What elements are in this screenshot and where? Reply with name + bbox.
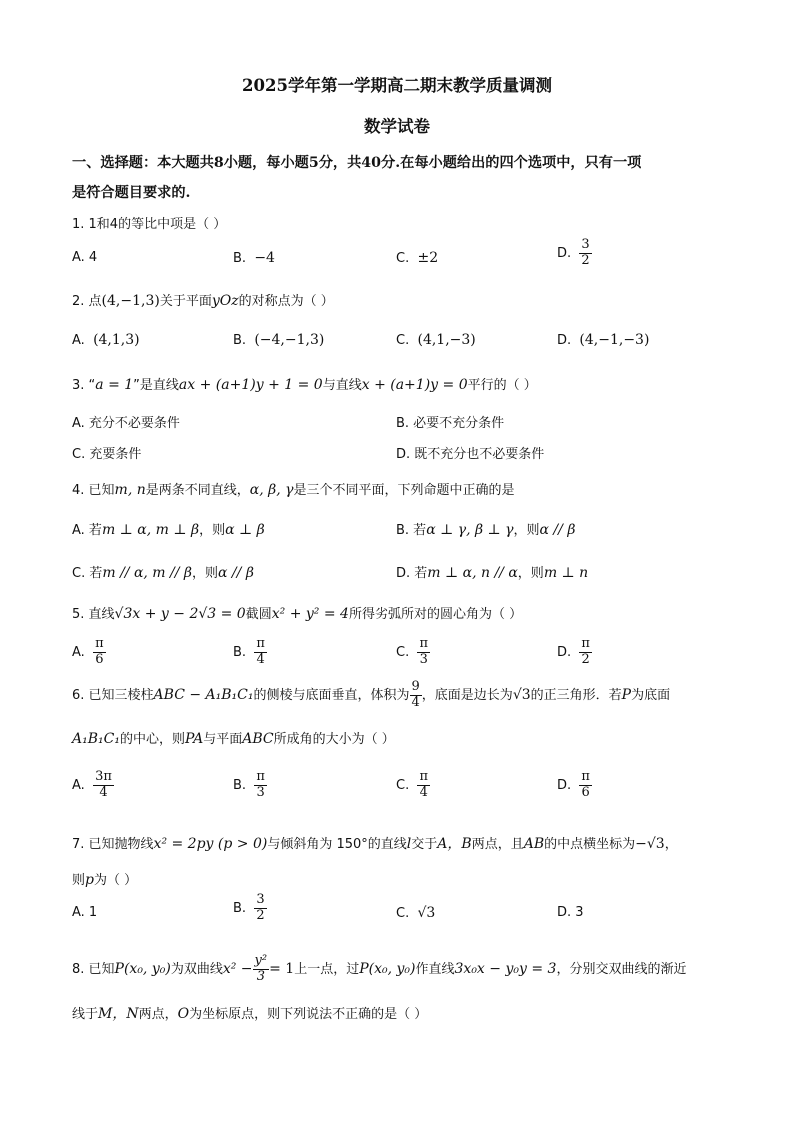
q7-option-a: A. 1 (72, 905, 98, 920)
question-5: 5. 直线√3x + y − 2√3 = 0截圆x² + y² = 4所得劣弧所对的圆心角为（ ） (72, 606, 523, 622)
q7-option-c: C. √3 (396, 905, 436, 921)
q6-option-c: C. $\frac{\pi}{4}$ (396, 769, 429, 800)
q2-option-d: D. (4,−1,−3) (557, 332, 650, 348)
q5-option-a: A. $\frac{\pi}{6}$ (72, 636, 104, 667)
question-8-line1: 8. 已知P(x₀, y₀)为双曲线x² − $\frac{\text{y²}}{3}$ = 1上一点，过P(x₀, y₀)作直线3x₀x − y₀y = 3，分别交双曲线的渐近 (72, 953, 687, 984)
question-8-line2: 线于M，N两点，O为坐标原点，则下列说法不正确的是（ ） (72, 1006, 428, 1022)
q3-option-d: D. 既不充分也不必要条件 (396, 447, 545, 462)
q6-option-b: B. $\frac{\pi}{3}$ (233, 769, 265, 800)
question-6-line1: 6. 已知三棱柱ABC − A₁B₁C₁的侧棱与底面垂直，体积为 $\frac{9}{4}$ ，底面是边长为√3的正三角形．若P为底面 (72, 679, 671, 710)
q4-option-b: B. 若α ⊥ γ, β ⊥ γ，则α // β (396, 522, 576, 538)
section-header-line2: 是符合题目要求的. (72, 185, 191, 201)
section-header-line1: 一、选择题：本大题共8小题，每小题5分，共40分.在每小题给出的四个选项中，只有一项 (72, 155, 642, 171)
q7-option-b: B. $\frac{3}{2}$ (233, 892, 265, 923)
exam-title: 2025学年第一学期高二期末教学质量调测 (242, 76, 552, 95)
q3-option-a: A. 充分不必要条件 (72, 416, 180, 431)
question-3: 3. “a = 1”是直线ax + (a+1)y + 1 = 0与直线x + (a+1)y = 0平行的（ ） (72, 377, 537, 393)
q2-option-b: B. (−4,−1,3) (233, 332, 325, 348)
q1-option-c: C. ±2 (396, 250, 439, 266)
q2-option-a: A. (4,1,3) (72, 332, 140, 348)
exam-subtitle: 数学试卷 (364, 117, 430, 136)
q6-option-d: D. $\frac{\pi}{6}$ (557, 769, 590, 800)
q7-option-d: D. 3 (557, 905, 584, 920)
q4-option-d: D. 若m ⊥ α, n // α，则m ⊥ n (396, 565, 589, 581)
question-6-line2: A₁B₁C₁的中心，则PA与平面ABC所成角的大小为（ ） (72, 731, 395, 747)
q1-option-b: B. −4 (233, 250, 275, 266)
q5-option-c: C. $\frac{\pi}{3}$ (396, 636, 429, 667)
question-7-line2: 则p为（ ） (72, 872, 138, 888)
q2-option-c: C. (4,1,−3) (396, 332, 476, 348)
question-4: 4. 已知m, n是两条不同直线，α, β, γ是三个不同平面，下列命题中正确的是 (72, 482, 515, 498)
question-2: 2. 点(4,−1,3)关于平面yOz的对称点为（ ） (72, 293, 334, 309)
q1-option-a: A. 4 (72, 250, 98, 265)
q3-option-c: C. 充要条件 (72, 447, 142, 462)
q3-option-b: B. 必要不充分条件 (396, 416, 505, 431)
q5-option-d: D. $\frac{\pi}{2}$ (557, 636, 590, 667)
q1-option-d: D. $\frac{3}{2}$ (557, 237, 590, 268)
q4-option-c: C. 若m // α, m // β，则α // β (72, 565, 254, 581)
question-1: 1. 1和4的等比中项是（ ） (72, 217, 227, 232)
q6-option-a: A. $\frac{3\pi}{4}$ (72, 769, 112, 800)
q5-option-b: B. $\frac{\pi}{4}$ (233, 636, 265, 667)
q4-option-a: A. 若m ⊥ α, m ⊥ β，则α ⊥ β (72, 522, 265, 538)
question-7-line1: 7. 已知抛物线x² = 2py (p > 0)与倾斜角为 150°的直线l交于A，B两点，且AB的中点横坐标为−√3， (72, 836, 678, 852)
